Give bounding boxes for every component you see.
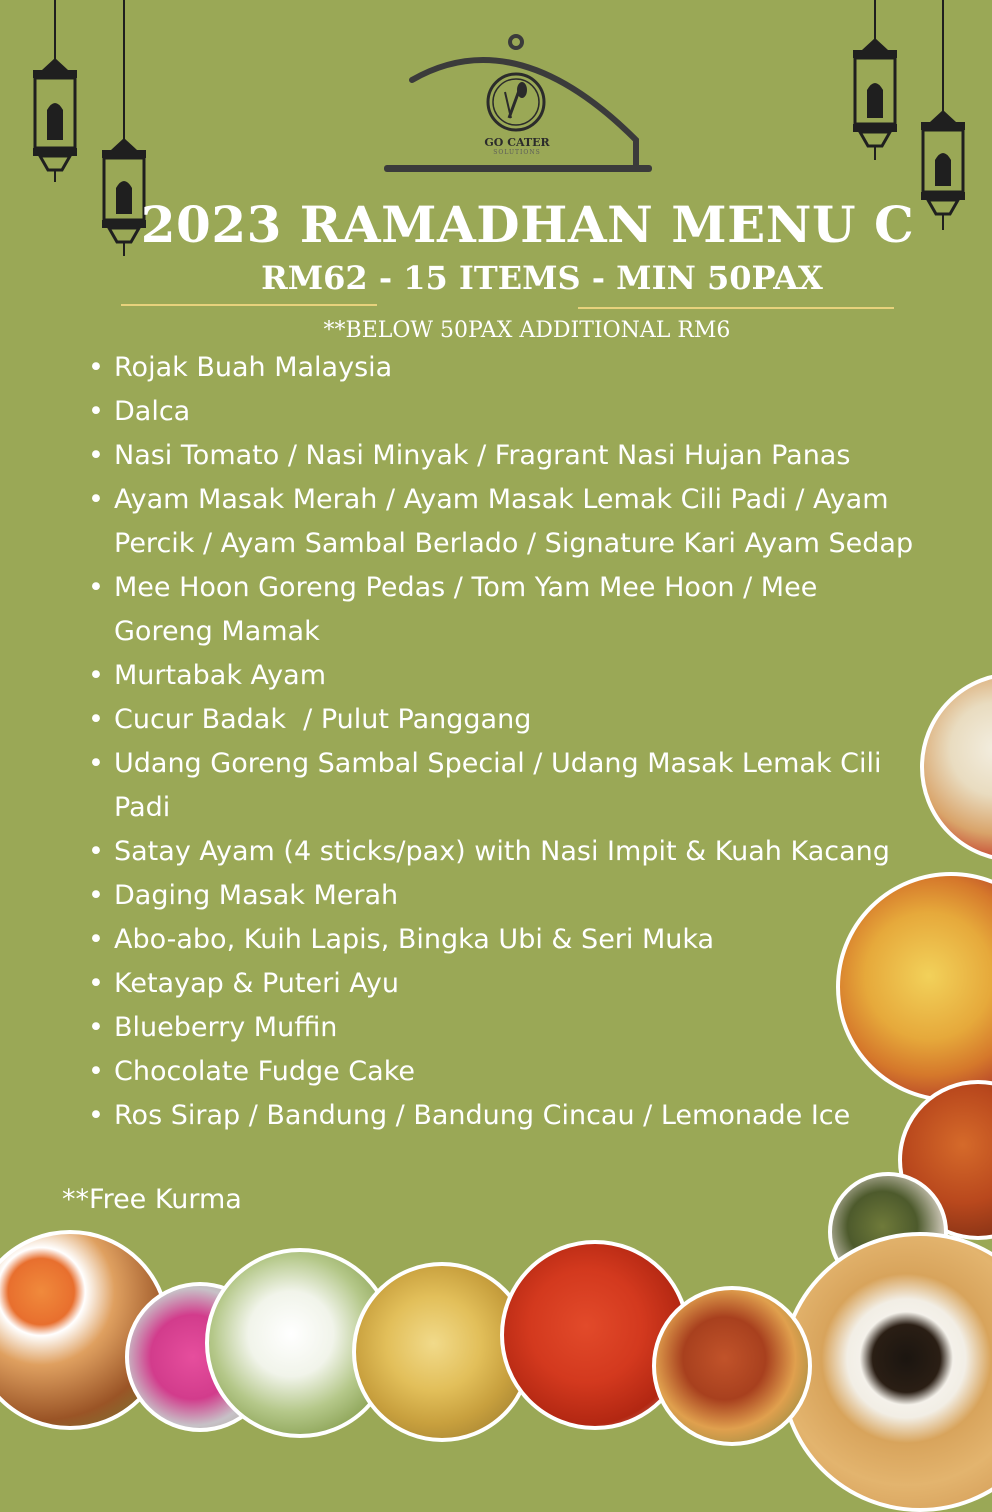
food-photo-kuih xyxy=(780,1232,992,1512)
page-subtitle: RM62 - 15 ITEMS - MIN 50PAX xyxy=(261,259,823,297)
list-item xyxy=(88,698,918,742)
menu-item-text: Murtabak Ayam xyxy=(114,660,327,691)
bullet-icon: • xyxy=(88,1056,104,1087)
list-item xyxy=(88,742,918,830)
list-item xyxy=(88,1006,918,1050)
list-item xyxy=(88,390,918,434)
menu-item-text: Satay Ayam (4 sticks/pax) with Nasi Impit & Kuah Kacang xyxy=(114,836,890,867)
menu-item-text: Udang Goreng Sambal Special / Udang Masak Lemak Cili Padi xyxy=(114,748,882,823)
menu-item-text: Rojak Buah Malaysia xyxy=(114,352,393,383)
food-photo-rice xyxy=(920,672,992,862)
list-item xyxy=(88,874,918,918)
bullet-icon: • xyxy=(88,1100,104,1131)
bullet-icon: • xyxy=(88,880,104,911)
menu-item-text: Ketayap & Puteri Ayu xyxy=(114,968,400,999)
bullet-icon: • xyxy=(88,396,104,427)
food-photo-mee-goreng xyxy=(652,1286,812,1446)
menu-item-text: Cucur Badak / Pulut Panggang xyxy=(114,704,532,735)
bullet-icon: • xyxy=(88,484,104,515)
list-item xyxy=(88,918,918,962)
menu-item-text: Chocolate Fudge Cake xyxy=(114,1056,415,1087)
menu-item-text: Nasi Tomato / Nasi Minyak / Fragrant Nasi Hujan Panas xyxy=(114,440,851,471)
menu-item-text: Daging Masak Merah xyxy=(114,880,399,911)
list-item xyxy=(88,962,918,1006)
menu-item-text: Abo-abo, Kuih Lapis, Bingka Ubi & Seri Muka xyxy=(114,924,715,955)
menu-item-text: Blueberry Muffin xyxy=(114,1012,338,1043)
lantern-icon xyxy=(842,0,908,165)
free-kurma-note: **Free Kurma xyxy=(62,1184,242,1215)
lantern-icon xyxy=(22,0,88,185)
bullet-icon: • xyxy=(88,748,104,779)
cloche-icon xyxy=(380,30,660,180)
bullet-icon: • xyxy=(88,924,104,955)
bullet-icon: • xyxy=(88,352,104,383)
menu-item-text: Ros Sirap / Bandung / Bandung Cincau / Lemonade Ice xyxy=(114,1100,851,1131)
page-title: 2023 RAMADHAN MENU C xyxy=(140,195,915,254)
bullet-icon: • xyxy=(88,660,104,691)
logo-tagline: SOLUTIONS xyxy=(493,149,541,156)
divider-left xyxy=(121,304,377,306)
list-item xyxy=(88,1094,918,1138)
menu-item-text: Mee Hoon Goreng Pedas / Tom Yam Mee Hoon / Mee Goreng Mamak xyxy=(114,572,818,647)
list-item xyxy=(88,654,918,698)
list-item xyxy=(88,478,918,566)
menu-item-text: Ayam Masak Merah / Ayam Masak Lemak Cili Padi / Ayam Percik / Ayam Sambal Berlado / Signature Kari Ayam Sedap xyxy=(114,484,914,559)
bullet-icon: • xyxy=(88,968,104,999)
list-item xyxy=(88,830,918,874)
list-item xyxy=(88,566,918,654)
bullet-icon: • xyxy=(88,836,104,867)
pax-note: **BELOW 50PAX ADDITIONAL RM6 xyxy=(323,318,731,343)
list-item xyxy=(88,1050,918,1094)
menu-item-text: Dalca xyxy=(114,396,191,427)
list-item xyxy=(88,434,918,478)
bullet-icon: • xyxy=(88,704,104,735)
bullet-icon: • xyxy=(88,572,104,603)
menu-list xyxy=(88,346,918,1138)
list-item xyxy=(88,346,918,390)
logo-brand: GO CATER xyxy=(484,136,550,149)
bullet-icon: • xyxy=(88,440,104,471)
bullet-icon: • xyxy=(88,1012,104,1043)
divider-right xyxy=(578,307,894,309)
